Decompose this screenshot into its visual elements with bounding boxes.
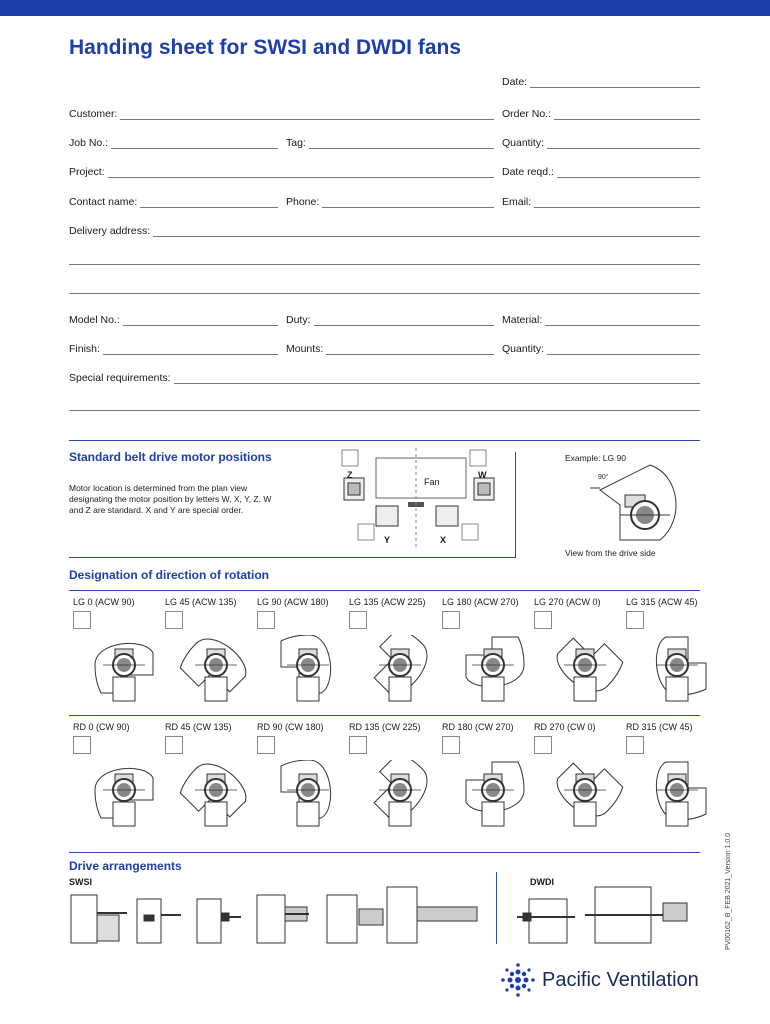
rd-fan-wrapper-1	[179, 760, 255, 835]
job-no-field[interactable]: Job No.:	[69, 135, 278, 149]
quantity-2-field[interactable]: Quantity:	[502, 341, 700, 355]
finish-field[interactable]: Finish:	[69, 341, 278, 355]
delivery-address-field[interactable]: Delivery address:	[69, 223, 700, 237]
rd-checkbox-2[interactable]	[257, 736, 275, 754]
lg-fan-diagram-1	[179, 635, 255, 705]
document-code: PV00162_B_FEB 2021_Version 1.0.0	[725, 832, 732, 950]
rd-fan-wrapper-6	[640, 760, 716, 835]
brand-name: Pacific Ventilation	[542, 968, 699, 991]
rd-label-5: RD 270 (CW 0)	[534, 722, 596, 732]
angle-label: 90°	[598, 474, 609, 481]
duty-field[interactable]: Duty:	[286, 312, 494, 326]
phone-field[interactable]: Phone:	[286, 194, 494, 208]
rd-fan-diagram-2	[271, 760, 347, 830]
rd-label-3: RD 135 (CW 225)	[349, 722, 421, 732]
lg-label-5: LG 270 (ACW 0)	[534, 597, 601, 607]
belt-section-bottom-line	[69, 557, 516, 558]
contact-name-field[interactable]: Contact name:	[69, 194, 278, 208]
dwdi-label: DWDI	[530, 877, 554, 887]
lg-label-1: LG 45 (ACW 135)	[165, 597, 237, 607]
material-field[interactable]: Material:	[502, 312, 700, 326]
belt-section-divider	[515, 452, 516, 557]
dwdi-drive-diagrams	[515, 885, 705, 947]
rd-label-2: RD 90 (CW 180)	[257, 722, 324, 732]
drive-section-divider	[496, 872, 497, 944]
delivery-address-line-3[interactable]	[69, 293, 700, 294]
lg-label-4: LG 180 (ACW 270)	[442, 597, 519, 607]
rd-fan-wrapper-2	[271, 760, 347, 835]
project-field[interactable]: Project:	[69, 164, 494, 178]
rd-checkbox-1[interactable]	[165, 736, 183, 754]
lg-checkbox-2[interactable]	[257, 611, 275, 629]
lg-checkbox-6[interactable]	[626, 611, 644, 629]
delivery-address-line-2[interactable]	[69, 264, 700, 265]
example-fan-diagram	[580, 460, 690, 550]
top-brand-bar	[0, 0, 770, 16]
lg-checkbox-1[interactable]	[165, 611, 183, 629]
page-title: Handing sheet for SWSI and DWDI fans	[69, 36, 462, 59]
fan-label: Fan	[424, 477, 440, 487]
rd-fan-wrapper-0	[87, 760, 163, 835]
rd-label-6: RD 315 (CW 45)	[626, 722, 693, 732]
motor-positions-diagram	[330, 448, 510, 548]
rd-checkbox-0[interactable]	[73, 736, 91, 754]
lg-fan-wrapper-5	[548, 635, 624, 710]
tag-field[interactable]: Tag:	[286, 135, 494, 149]
drive-divider-line	[69, 852, 700, 853]
rotation-lg-line	[69, 590, 700, 591]
model-no-field[interactable]: Model No.:	[69, 312, 278, 326]
lg-fan-diagram-4	[456, 635, 532, 705]
swsi-drive-diagrams	[69, 885, 489, 947]
lg-fan-wrapper-2	[271, 635, 347, 710]
rotation-rd-line	[69, 715, 700, 716]
position-y-label: Y	[384, 535, 391, 545]
rd-label-0: RD 0 (CW 90)	[73, 722, 130, 732]
special-requirements-field[interactable]: Special requirements:	[69, 370, 700, 384]
lg-checkbox-0[interactable]	[73, 611, 91, 629]
view-caption: View from the drive side	[565, 548, 656, 558]
drive-heading: Drive arrangements	[69, 859, 182, 873]
rd-fan-diagram-0	[87, 760, 163, 830]
lg-fan-diagram-0	[87, 635, 163, 705]
swsi-label: SWSI	[69, 877, 93, 887]
lg-checkbox-5[interactable]	[534, 611, 552, 629]
lg-fan-wrapper-6	[640, 635, 716, 710]
rd-fan-wrapper-5	[548, 760, 624, 835]
belt-drive-heading: Standard belt drive motor positions	[69, 450, 272, 464]
email-field[interactable]: Email:	[502, 194, 700, 208]
lg-fan-diagram-5	[548, 635, 624, 705]
rd-fan-diagram-4	[456, 760, 532, 830]
lg-fan-wrapper-1	[179, 635, 255, 710]
lg-label-2: LG 90 (ACW 180)	[257, 597, 329, 607]
lg-fan-wrapper-4	[456, 635, 532, 710]
rd-fan-diagram-6	[640, 760, 716, 830]
rd-label-4: RD 180 (CW 270)	[442, 722, 514, 732]
order-no-field[interactable]: Order No.:	[502, 106, 700, 120]
section-divider	[69, 440, 700, 441]
lg-checkbox-4[interactable]	[442, 611, 460, 629]
lg-fan-diagram-6	[640, 635, 716, 705]
position-x-label: X	[440, 535, 447, 545]
rd-fan-diagram-3	[363, 760, 439, 830]
rd-fan-diagram-5	[548, 760, 624, 830]
rd-checkbox-6[interactable]	[626, 736, 644, 754]
lg-fan-diagram-3	[363, 635, 439, 705]
lg-checkbox-3[interactable]	[349, 611, 367, 629]
example-label: Example: LG 90	[565, 453, 626, 463]
lg-label-3: LG 135 (ACW 225)	[349, 597, 426, 607]
rd-checkbox-3[interactable]	[349, 736, 367, 754]
lg-fan-wrapper-3	[363, 635, 439, 710]
lg-label-6: LG 315 (ACW 45)	[626, 597, 698, 607]
lg-fan-diagram-2	[271, 635, 347, 705]
rd-checkbox-5[interactable]	[534, 736, 552, 754]
special-requirements-line-2[interactable]	[69, 410, 700, 411]
logo-mark-icon	[500, 962, 536, 998]
lg-fan-wrapper-0	[87, 635, 163, 710]
quantity-field[interactable]: Quantity:	[502, 135, 700, 149]
rd-label-1: RD 45 (CW 135)	[165, 722, 232, 732]
rotation-heading: Designation of direction of rotation	[69, 568, 269, 582]
rd-checkbox-4[interactable]	[442, 736, 460, 754]
date-reqd-field[interactable]: Date reqd.:	[502, 164, 700, 178]
position-w-label: W	[478, 470, 487, 480]
lg-label-0: LG 0 (ACW 90)	[73, 597, 135, 607]
belt-drive-description: Motor location is determined from the plan view designating the motor position by letters W, X, Y, Z. W and Z are standard. X and Y are special order.	[69, 483, 272, 515]
rd-fan-wrapper-3	[363, 760, 439, 835]
brand-logo	[500, 962, 699, 998]
mounts-field[interactable]: Mounts:	[286, 341, 494, 355]
customer-field[interactable]: Customer:	[69, 106, 494, 120]
position-z-label: Z	[347, 470, 353, 480]
rd-fan-diagram-1	[179, 760, 255, 830]
date-field[interactable]: Date:	[502, 74, 700, 88]
rd-fan-wrapper-4	[456, 760, 532, 835]
